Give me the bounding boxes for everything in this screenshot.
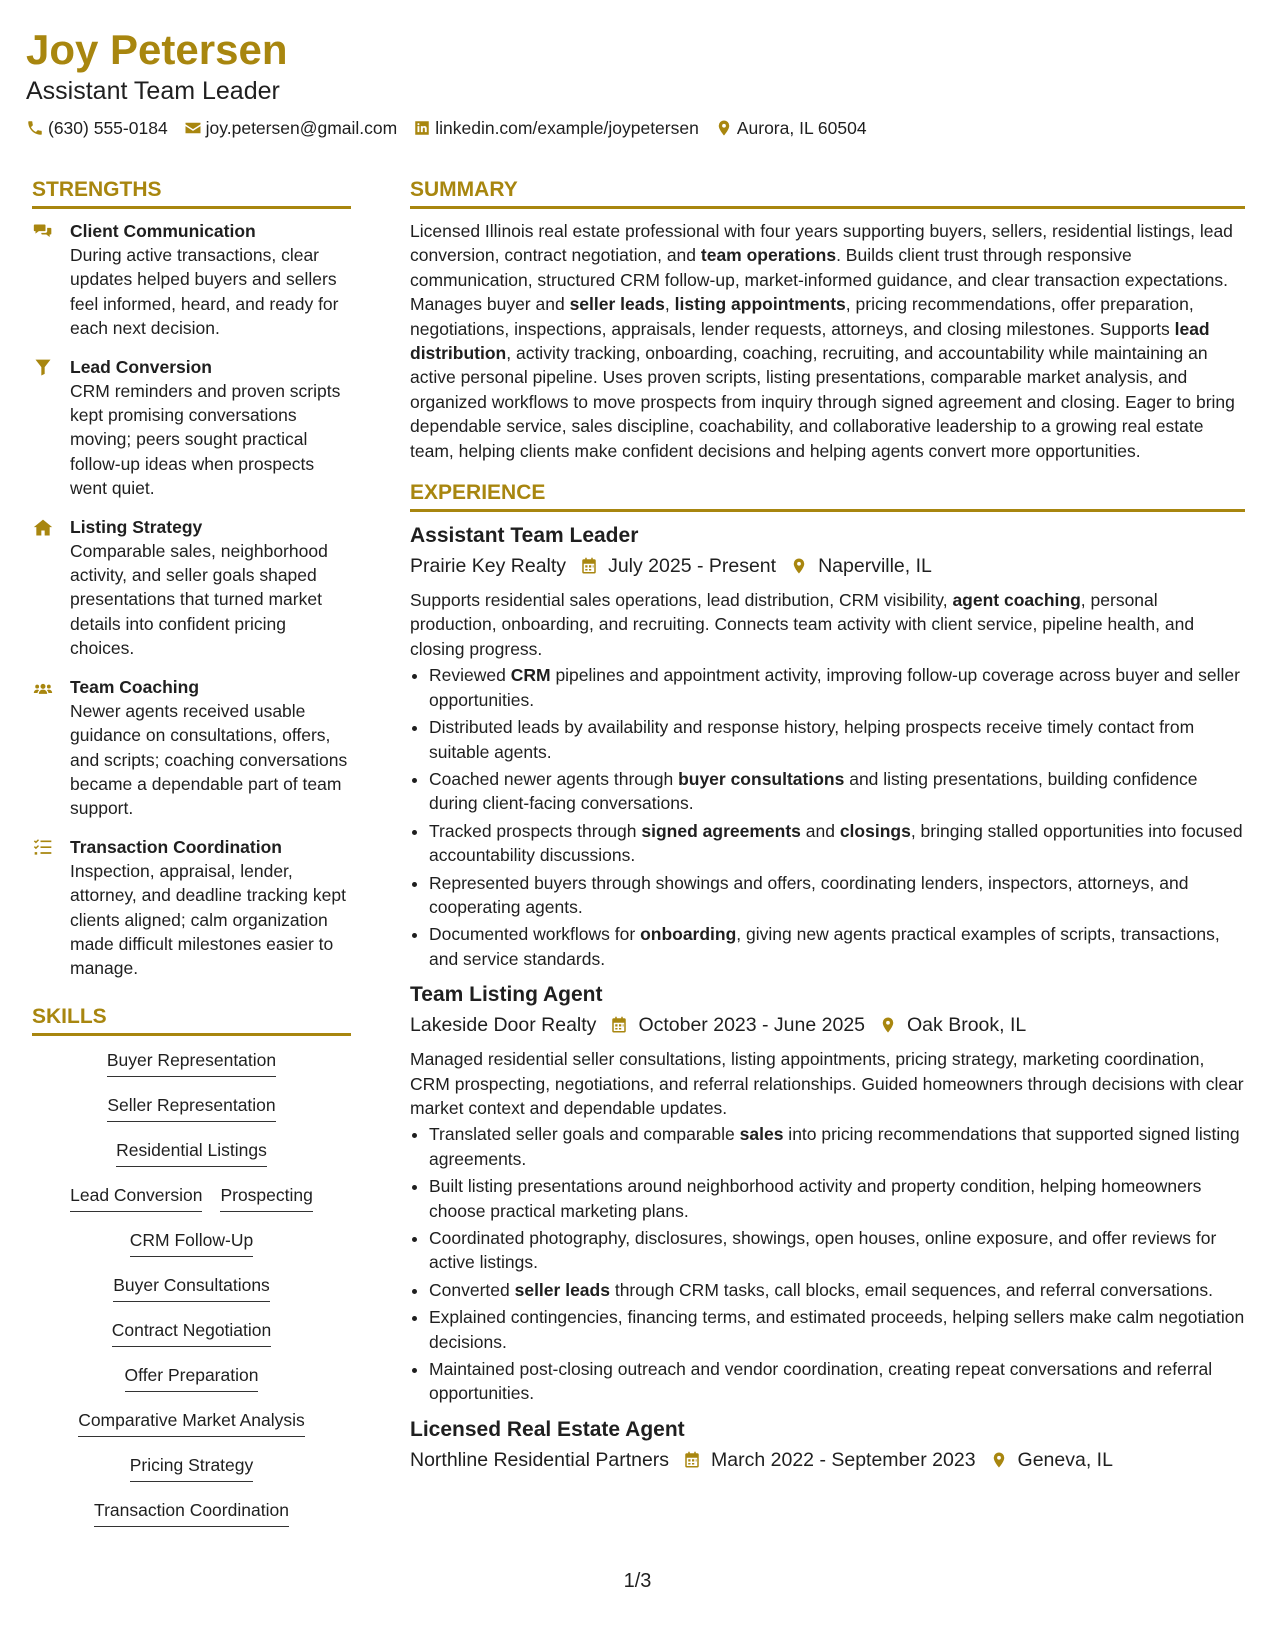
phone-text: (630) 555-0184: [48, 118, 168, 138]
job-dates: October 2023 - June 2025: [638, 1014, 866, 1037]
strength-description: Newer agents received usable guidance on consultations, offers, and scripts; coaching conversations became a dependable part of team support.: [70, 700, 348, 819]
text-segment: Licensed Illinois real estate professional with four years supporting buyers, sellers, residential listings, lead conversion, contract negotiation, and: [410, 221, 1233, 266]
candidate-name: Joy Petersen: [26, 26, 288, 73]
resume-header: [26, 24, 883, 140]
text-segment: , bringing stalled opportunities into focused accountability discussions.: [429, 820, 1243, 866]
contact-info: [26, 116, 883, 140]
skill-tag: Prospecting: [220, 1179, 312, 1212]
strength-title: Lead Conversion: [70, 356, 212, 377]
bullet-item: [429, 819, 1245, 868]
strength-body: [70, 219, 351, 341]
bullet-item: [429, 922, 1245, 971]
linkedin-icon: [413, 119, 431, 137]
skill-row: [32, 1314, 351, 1359]
text-segment: , pricing recommendations, offer preparation, negotiations, inspections, appraisals, lender requests, attorneys, and closing milestones. Supports: [410, 294, 1194, 339]
strength-body: [70, 515, 351, 661]
candidate-title: Assistant Team Leader: [26, 77, 280, 105]
strength-description: CRM reminders and proven scripts kept promising conversations moving; peers sought practical follow-up ideas when prospects went quiet.: [70, 380, 341, 499]
bullet-item: [429, 1174, 1245, 1223]
map-marker-icon: [879, 1015, 897, 1035]
job-location: Oak Brook, IL: [907, 1014, 1027, 1037]
bullet-item: [429, 767, 1245, 816]
strength-icon-wrap: [32, 515, 70, 661]
summary-text: [410, 219, 1245, 463]
summary-heading: SUMMARY: [410, 176, 1245, 209]
text-segment: Supports residential sales operations, lead distribution, CRM visibility,: [410, 590, 953, 611]
text-segment: and listing presentations, building confidence during client-facing conversations.: [429, 768, 1198, 814]
strength-icon-wrap: [32, 355, 70, 501]
text-segment: ,: [664, 294, 675, 315]
bold-keyword: buyer consultations: [678, 768, 845, 789]
job-meta: [410, 552, 1245, 580]
skill-tag: Buyer Representation: [107, 1044, 276, 1077]
calendar-icon: [610, 1015, 628, 1035]
strength-body: [70, 355, 351, 501]
strength-title: Listing Strategy: [70, 516, 203, 537]
skill-tag: Buyer Consultations: [113, 1269, 270, 1302]
text-segment: Translated seller goals and comparable: [429, 1124, 740, 1145]
text-segment: , activity tracking, onboarding, coaching, recruiting, and accountability while maintaining an active personal pipeline. Uses proven scripts, listing presentations, comparable market analysis, and organized workflows to move prospects from inquiry through signed agreement and closing. Eager to bring dependable service, sales discipline, coachability, and collaborative leadership to a growing real estate team, helping clients make confident decisions and helping agents convert more opportunities.: [410, 343, 1235, 461]
bullet-item: [429, 1305, 1245, 1354]
job-title: Licensed Real Estate Agent: [410, 1417, 685, 1441]
skill-row: [32, 1224, 351, 1269]
job-entry: [410, 1416, 1245, 1474]
text-segment: Reviewed: [429, 665, 511, 686]
strength-icon-wrap: [32, 219, 70, 341]
bold-keyword: listing appointments: [674, 294, 846, 315]
experience-heading: EXPERIENCE: [410, 479, 1245, 512]
job-location: Geneva, IL: [1017, 1448, 1113, 1471]
bold-keyword: seller leads: [569, 294, 665, 315]
skill-row: [32, 1134, 351, 1179]
bold-keyword: sales: [739, 1124, 784, 1145]
job-company: Lakeside Door Realty: [410, 1014, 597, 1037]
bold-keyword: CRM: [510, 665, 551, 686]
text-segment: through CRM tasks, call blocks, email sequences, and referral conversations.: [609, 1279, 1214, 1300]
text-segment: , giving new agents practical examples of scripts, transactions, and service standards.: [429, 924, 1220, 969]
page-number: 1/3: [623, 1570, 652, 1592]
strength-body: [70, 675, 351, 821]
strength-title: Team Coaching: [70, 676, 200, 697]
job-dates: March 2022 - September 2023: [711, 1448, 976, 1471]
contact-linkedin[interactable]: [413, 116, 699, 140]
skill-row: [32, 1179, 351, 1224]
strength-title: Client Communication: [70, 221, 256, 241]
skills-list: [32, 1044, 351, 1539]
strength-title: Transaction Coordination: [70, 836, 282, 857]
text-segment: Managed residential seller consultations, listing appointments, pricing strategy, marketing coordination, CRM prospecting, negotiations, and referral relationships. Guided homeowners through decisions with clear market context and dependable updates.: [410, 1049, 1244, 1118]
strength-body: [70, 835, 351, 981]
strength-description: Comparable sales, neighborhood activity, and seller goals shaped presentations that turned market details into confident pricing choices.: [70, 540, 328, 659]
job-description: [410, 1047, 1245, 1120]
job-bullets: [410, 663, 1245, 971]
right-column: [410, 176, 1245, 1474]
skill-row: [32, 1449, 351, 1494]
skill-tag: Comparative Market Analysis: [78, 1404, 305, 1437]
skill-row: [32, 1404, 351, 1449]
text-segment: pipelines and appointment activity, improving follow-up coverage across buyer and seller opportunities.: [429, 665, 1240, 710]
text-segment: Converted: [429, 1279, 515, 1300]
strengths-list: [32, 219, 351, 981]
text-segment: Tracked prospects through: [429, 820, 642, 841]
bullet-item: [429, 663, 1245, 712]
bullet-item: [429, 1226, 1245, 1275]
skill-row: [32, 1494, 351, 1539]
map-marker-icon: [715, 119, 733, 137]
phone-icon: [26, 119, 44, 137]
skills-heading: SKILLS: [32, 1003, 351, 1036]
skill-row: [32, 1089, 351, 1134]
strength-description: During active transactions, clear updates helped buyers and sellers feel informed, heard, and ready for each next decision.: [70, 245, 339, 339]
map-marker-icon: [990, 1450, 1008, 1470]
bullet-item: [429, 871, 1245, 920]
text-segment: and: [800, 820, 840, 841]
bullet-item: [429, 1357, 1245, 1406]
team-icon: [32, 678, 54, 698]
strength-item: [32, 355, 351, 501]
contact-location: [715, 116, 867, 140]
text-segment: Explained contingencies, financing terms, and estimated proceeds, helping sellers make calm negotiation decisions.: [429, 1307, 1245, 1352]
text-segment: . Builds client trust through responsive communication, structured CRM follow-up, market-informed guidance, and clear transaction expectations. Manages buyer and: [410, 245, 1229, 315]
job-company: Prairie Key Realty: [410, 555, 567, 578]
map-marker-icon: [790, 556, 808, 576]
email-link[interactable]: joy.petersen@gmail.com: [205, 118, 398, 138]
bold-keyword: team operations: [700, 245, 837, 266]
job-entry: [410, 981, 1245, 1406]
skill-row: [32, 1359, 351, 1404]
bold-keyword: onboarding: [640, 924, 737, 945]
calendar-icon: [683, 1450, 701, 1470]
job-bullets: [410, 1122, 1245, 1405]
contact-email[interactable]: [184, 116, 398, 140]
bold-keyword: agent coaching: [952, 590, 1081, 611]
strength-icon-wrap: [32, 675, 70, 821]
strengths-heading: STRENGTHS: [32, 176, 351, 209]
strength-item: [32, 835, 351, 981]
job-meta: [410, 1011, 1245, 1039]
skill-tag: CRM Follow-Up: [130, 1224, 253, 1257]
text-segment: into pricing recommendations that supported signed listing agreements.: [429, 1124, 1240, 1169]
envelope-icon: [184, 119, 202, 137]
strength-item: [32, 515, 351, 661]
bullet-item: [429, 1278, 1245, 1302]
bold-keyword: seller leads: [514, 1279, 610, 1300]
skill-tag: Contract Negotiation: [112, 1314, 272, 1347]
text-segment: Coordinated photography, disclosures, showings, open houses, online exposure, and offer reviews for active listings.: [429, 1228, 1217, 1273]
bold-keyword: lead distribution: [410, 318, 1210, 364]
skill-row: [32, 1044, 351, 1089]
text-segment: Built listing presentations around neighborhood activity and property condition, helping homeowners choose practical marketing plans.: [429, 1176, 1202, 1221]
linkedin-link[interactable]: linkedin.com/example/joypetersen: [435, 118, 699, 138]
strength-icon-wrap: [32, 835, 70, 981]
home-icon: [32, 518, 54, 538]
skill-tag: Pricing Strategy: [130, 1449, 254, 1482]
checklist-icon: [32, 838, 54, 858]
strength-description: Inspection, appraisal, lender, attorney, and deadline tracking kept clients aligned; calm organization made difficult milestones easier to manage.: [70, 860, 346, 979]
job-location: Naperville, IL: [818, 555, 932, 578]
skill-tag: Lead Conversion: [70, 1179, 202, 1212]
calendar-icon: [580, 556, 598, 576]
skill-tag: Transaction Coordination: [94, 1494, 289, 1527]
text-segment: Distributed leads by availability and response history, helping prospects receive timely contact from suitable agents.: [429, 717, 1195, 762]
skill-tag: Offer Preparation: [125, 1359, 259, 1392]
experience-list: [410, 522, 1245, 1474]
job-title: Team Listing Agent: [410, 983, 603, 1007]
bold-keyword: closings: [839, 820, 911, 841]
left-column: [32, 176, 351, 1539]
bold-keyword: signed agreements: [641, 820, 801, 841]
bullet-item: [429, 715, 1245, 764]
location-text: Aurora, IL 60504: [736, 118, 867, 138]
text-segment: Represented buyers through showings and offers, coordinating lenders, inspectors, attorneys, and cooperating agents.: [429, 872, 1189, 917]
comments-icon: [32, 222, 54, 242]
skill-row: [32, 1269, 351, 1314]
job-title: Assistant Team Leader: [410, 524, 639, 548]
job-company: Northline Residential Partners: [410, 1448, 670, 1471]
job-meta: [410, 1446, 1245, 1474]
text-segment: Documented workflows for: [429, 924, 641, 945]
text-segment: Maintained post-closing outreach and vendor coordination, creating repeat conversations and referral opportunities.: [429, 1359, 1213, 1404]
contact-phone: [26, 116, 168, 140]
skill-tag: Residential Listings: [116, 1134, 267, 1167]
funnel-icon: [32, 358, 54, 378]
skill-tag: Seller Representation: [107, 1089, 275, 1122]
text-segment: Coached newer agents through: [429, 768, 679, 789]
job-dates: July 2025 - Present: [608, 555, 777, 578]
job-description: [410, 588, 1245, 661]
strength-item: [32, 219, 351, 341]
job-entry: [410, 522, 1245, 971]
bullet-item: [429, 1122, 1245, 1171]
text-segment: , personal production, onboarding, and recruiting. Connects team activity with client service, pipeline health, and closing progress.: [410, 590, 1195, 659]
strength-item: [32, 675, 351, 821]
